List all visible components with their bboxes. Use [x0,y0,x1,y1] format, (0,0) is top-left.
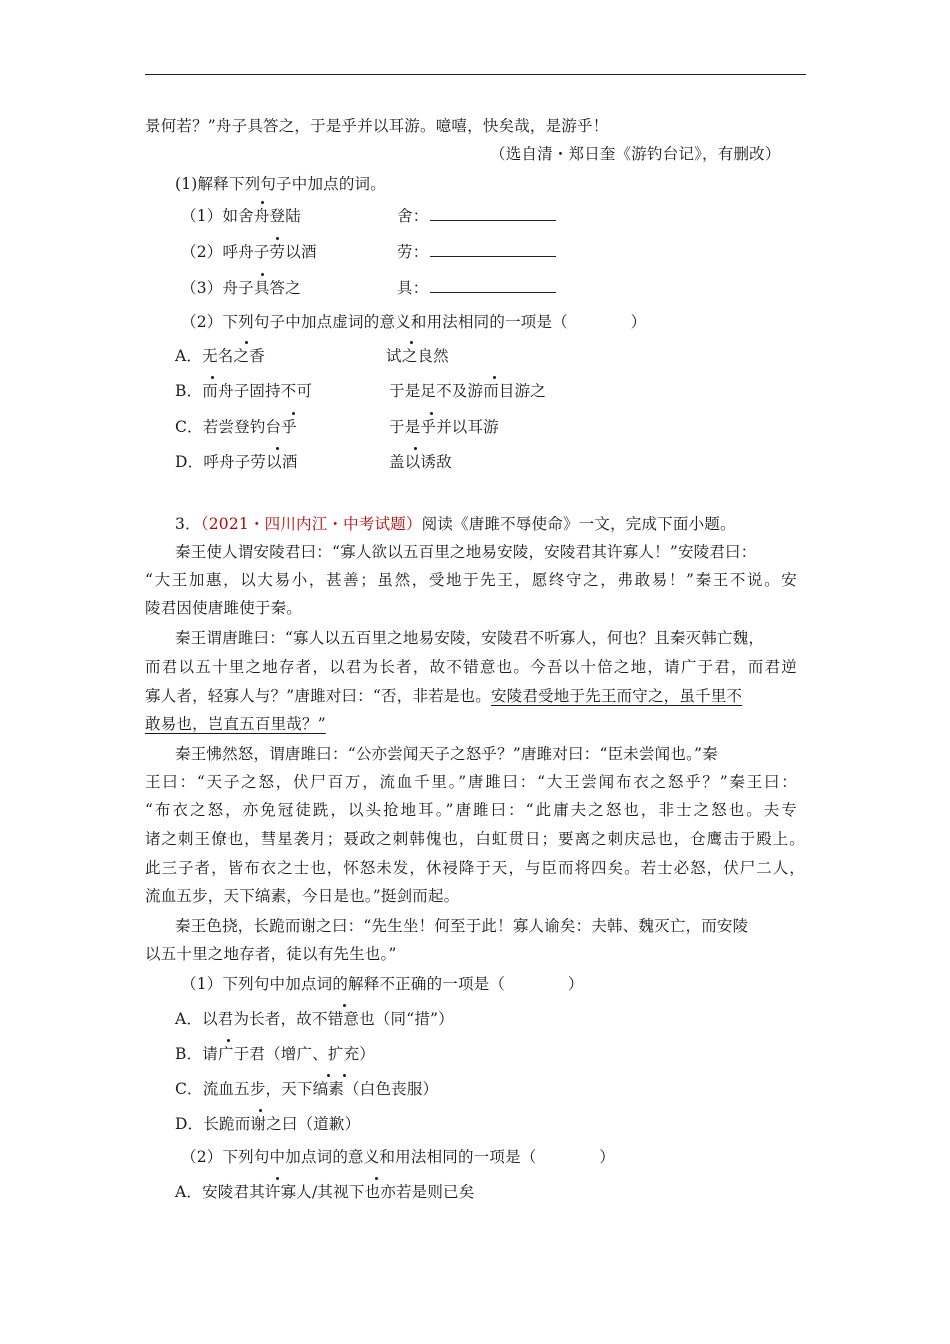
q1-item-3-sentence: （3）舟子具答之 [181,279,301,297]
emphasis-dot [292,412,295,415]
emphasis-dot [211,376,214,379]
emphasis-dot [343,1074,346,1077]
answer-blank[interactable] [430,242,556,257]
p3-line-5: 此三子者，皆布衣之士也，怀怒未发，休祲降于天，与臣而将四矣。若士必怒，伏尸二人， [145,859,805,877]
p3-line-6: 流血五步，天下缟素，今日是也。”挺剑而起。 [145,887,460,905]
p3-line-1: 秦王怫然怒，谓唐雎曰：“公亦尝闻天子之怒乎？”唐雎对曰：“臣未尝闻也。”秦 [175,745,718,763]
q2-prompt: （2）下列句子中加点虚词的意义和用法相同的一项是（ ） [181,313,647,331]
sub2-prompt: （2）下列句中加点词的意义和用法相同的一项是（ ） [181,1148,615,1166]
emphasis-dot [493,376,496,379]
sub1-option-d: D．长跪而谢之曰（道歉） [175,1115,361,1133]
sub2-option-a: A．安陵君其许寡人/其视下也亦若是则已矣 [175,1183,475,1201]
p1-line-1: 秦王使人谓安陵君曰：“寡人欲以五百里之地易安陵，安陵君其许寡人！”安陵君曰： [175,543,757,561]
emphasis-dot [276,1177,279,1180]
sub1-option-b: B．请广于君（增广、扩充） [175,1045,375,1063]
p3-line-4: 诸之刺王僚也，彗星袭月；聂政之刺韩傀也，白虹贯日；要离之刺庆忌也，仓鹰击于殿上。 [145,830,805,848]
q1-prompt: (1)解释下列句子中加点的词。 [175,175,386,193]
q3-instruction: 阅读《唐雎不辱使命》一文，完成下面小题。 [421,515,736,533]
p1-line-2: “大王加惠，以大易小，甚善；虽然，受地于先王，愿终守之，弗敢易！”秦王不说。安 [145,571,797,589]
q3-number: 3． [175,515,201,533]
passage-end: 景何若？”舟子具答之，于是乎并以耳游。噫嘻，快矣哉，是游乎！ [145,117,609,135]
p1-line-3: 陵君因使唐雎使于秦。 [145,599,303,617]
q2-option-b-right: 于是足不及游而目游之 [389,382,547,400]
p2-line-3-text: 寡人者，轻寡人与？”唐雎对曰：“否，非若是也。 [145,687,491,705]
emphasis-dot [276,447,279,450]
sub1-option-a: A．以君为长者，故不错意也（同“措”） [175,1010,454,1028]
q2-option-d-right: 盖以诱敌 [389,453,452,471]
q1-item-1-word: 舍： [397,207,429,225]
q2-option-b-left: B．而舟子固持不可 [175,382,313,400]
p4-line-1: 秦王色挠，长跪而谢之曰：“先生坐！何至于此！寡人谕矣：夫韩、魏灭亡，而安陵 [175,917,749,935]
underlined-sentence: 安陵君受地于先王而守之，虽千里不 [490,687,743,705]
q2-option-c-right: 于是乎并以耳游 [389,418,499,436]
p2-line-2: 而君以五十里之地存者，以君为长者，故不错意也。今吾以十倍之地，请广于君，而君逆 [145,658,797,676]
emphasis-dot [259,1109,262,1112]
q3-heading [175,514,736,534]
p2-line-4 [145,714,326,734]
emphasis-dot [327,1074,330,1077]
q1-item-2-answer [397,242,556,262]
p4-line-2: 以五十里之地存者，徒以有先生也。” [145,945,397,963]
underlined-sentence-cont: 敢易也，岂直五百里哉？” [145,715,326,733]
q1-item-3-answer [397,278,556,298]
q3-source-tag: （2021・四川内江・中考试题） [200,515,422,533]
q1-item-3-word: 具： [397,279,429,297]
p2-line-3 [145,686,742,706]
emphasis-dot [261,201,264,204]
q2-option-a-right: 试之良然 [386,347,449,365]
q1-item-2-word: 劳： [397,243,429,261]
sub1-prompt: （1）下列句中加点词的解释不正确的一项是（ ） [181,975,584,993]
emphasis-dot [375,1177,378,1180]
header-rule [145,74,806,75]
q2-option-d-left: D．呼舟子劳以酒 [175,453,298,471]
emphasis-dot [414,447,417,450]
sub1-option-c: C．流血五步，天下缟素（白色丧服） [175,1080,439,1098]
emphasis-dot [430,412,433,415]
q1-item-1-sentence: （1）如舍舟登陆 [181,207,301,225]
emphasis-dot [245,341,248,344]
emphasis-dot [410,341,413,344]
q1-item-1-answer [397,206,556,226]
q2-option-a-left: A．无名之香 [175,347,265,365]
q2-option-c-left: C．若尝登钓台乎 [175,418,297,436]
emphasis-dot [276,237,279,240]
source-citation: （选自清・郑日奎《游钓台记》，有删改） [490,145,781,163]
emphasis-dot [261,273,264,276]
answer-blank[interactable] [430,206,556,221]
p3-line-2: 王曰：“天子之怒，伏尸百万，流血千里。”唐雎曰：“大王尝闻布衣之怒乎？”秦王曰： [145,773,797,791]
p2-line-1: 秦王谓唐雎曰：“寡人以五百里之地易安陵，安陵君不听寡人，何也？且秦灭韩亡魏， [175,629,765,647]
p3-line-3: “布衣之怒，亦免冠徒跣，以头抢地耳。”唐雎曰：“此庸夫之怒也，非士之怒也。夫专 [145,801,797,819]
emphasis-dot [227,1039,230,1042]
answer-blank[interactable] [430,278,556,293]
q1-item-2-sentence: （2）呼舟子劳以酒 [181,243,317,261]
emphasis-dot [343,1004,346,1007]
